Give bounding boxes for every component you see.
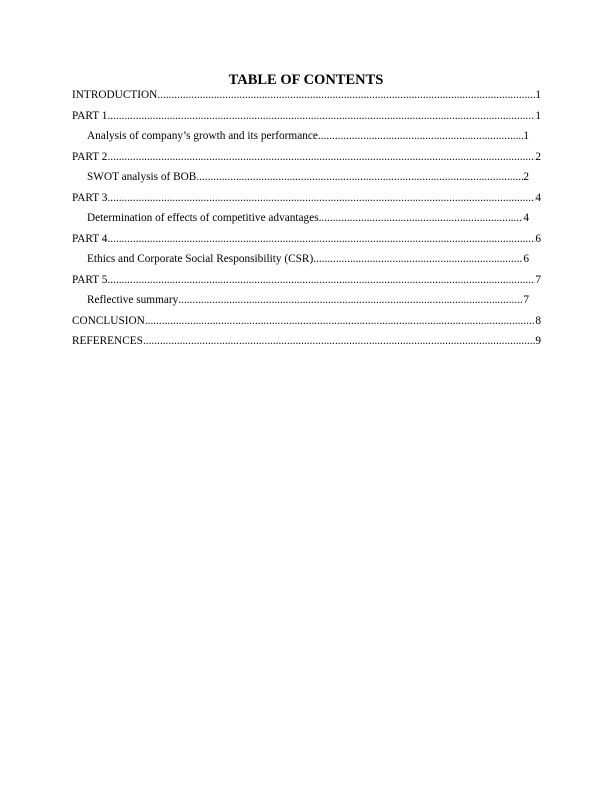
toc-entry-label: CONCLUSION bbox=[72, 314, 145, 327]
toc-entry-label: PART 2 bbox=[72, 150, 108, 163]
toc-entry-label: SWOT analysis of BOB bbox=[87, 171, 197, 183]
toc-entry-page: 7 bbox=[523, 294, 529, 306]
toc-dot-leader bbox=[318, 129, 523, 143]
toc-entry-references[interactable] bbox=[72, 334, 541, 355]
toc-entry-page: 2 bbox=[523, 171, 529, 183]
toc-title: TABLE OF CONTENTS bbox=[228, 72, 384, 88]
toc-dot-leader bbox=[319, 211, 524, 225]
toc-dot-leader bbox=[143, 334, 535, 348]
toc-entry-page: 1 bbox=[535, 89, 541, 101]
toc-entry-label: Analysis of company’s growth and its performance bbox=[87, 130, 318, 142]
toc-entry-page: 6 bbox=[535, 232, 541, 245]
toc-entry-page: 6 bbox=[523, 253, 529, 265]
toc-entry-label: INTRODUCTION bbox=[72, 89, 158, 101]
toc-dot-leader bbox=[107, 273, 535, 287]
toc-entry-label: PART 1 bbox=[72, 109, 108, 122]
toc-entry-page: 9 bbox=[535, 335, 541, 347]
toc-entry-label: Ethics and Corporate Social Responsibility (CSR) bbox=[87, 253, 314, 265]
toc-entry-part-4[interactable] bbox=[72, 232, 541, 253]
toc-entry-swot-analysis[interactable] bbox=[87, 170, 529, 191]
toc-dot-leader bbox=[157, 88, 535, 102]
toc-entry-page: 1 bbox=[523, 130, 529, 142]
toc-entry-part-5[interactable] bbox=[72, 273, 541, 294]
toc-entry-label: PART 5 bbox=[72, 273, 108, 286]
toc-entry-ethics-csr[interactable] bbox=[87, 252, 529, 273]
toc-entry-conclusion[interactable] bbox=[72, 314, 541, 335]
toc-entry-label: PART 3 bbox=[72, 191, 108, 204]
toc-entry-part-2[interactable] bbox=[72, 150, 541, 171]
toc-dot-leader bbox=[107, 232, 535, 246]
toc-list bbox=[72, 88, 542, 355]
toc-dot-leader bbox=[107, 150, 535, 164]
toc-entry-competitive-advantages[interactable] bbox=[87, 211, 529, 232]
toc-dot-leader bbox=[107, 191, 535, 205]
toc-entry-page: 8 bbox=[535, 314, 541, 327]
toc-entry-page: 2 bbox=[535, 150, 541, 163]
toc-entry-part-3[interactable] bbox=[72, 191, 541, 212]
toc-dot-leader bbox=[145, 314, 536, 328]
toc-dot-leader bbox=[107, 109, 535, 123]
toc-entry-growth-analysis[interactable] bbox=[87, 129, 529, 150]
toc-entry-label: PART 4 bbox=[72, 232, 108, 245]
toc-entry-page: 4 bbox=[535, 191, 541, 204]
toc-entry-part-1[interactable] bbox=[72, 109, 541, 130]
toc-entry-page: 1 bbox=[535, 109, 541, 122]
toc-entry-label: REFERENCES bbox=[72, 335, 143, 347]
toc-dot-leader bbox=[313, 252, 523, 266]
toc-entry-page: 7 bbox=[535, 273, 541, 286]
toc-entry-label: Determination of effects of competitive advantages bbox=[87, 212, 319, 224]
toc-entry-introduction[interactable] bbox=[72, 88, 541, 109]
toc-dot-leader bbox=[178, 293, 523, 307]
toc-dot-leader bbox=[196, 170, 523, 184]
toc-entry-reflective-summary[interactable] bbox=[87, 293, 529, 314]
toc-entry-page: 4 bbox=[523, 212, 529, 224]
toc-entry-label: Reflective summary bbox=[87, 294, 179, 306]
